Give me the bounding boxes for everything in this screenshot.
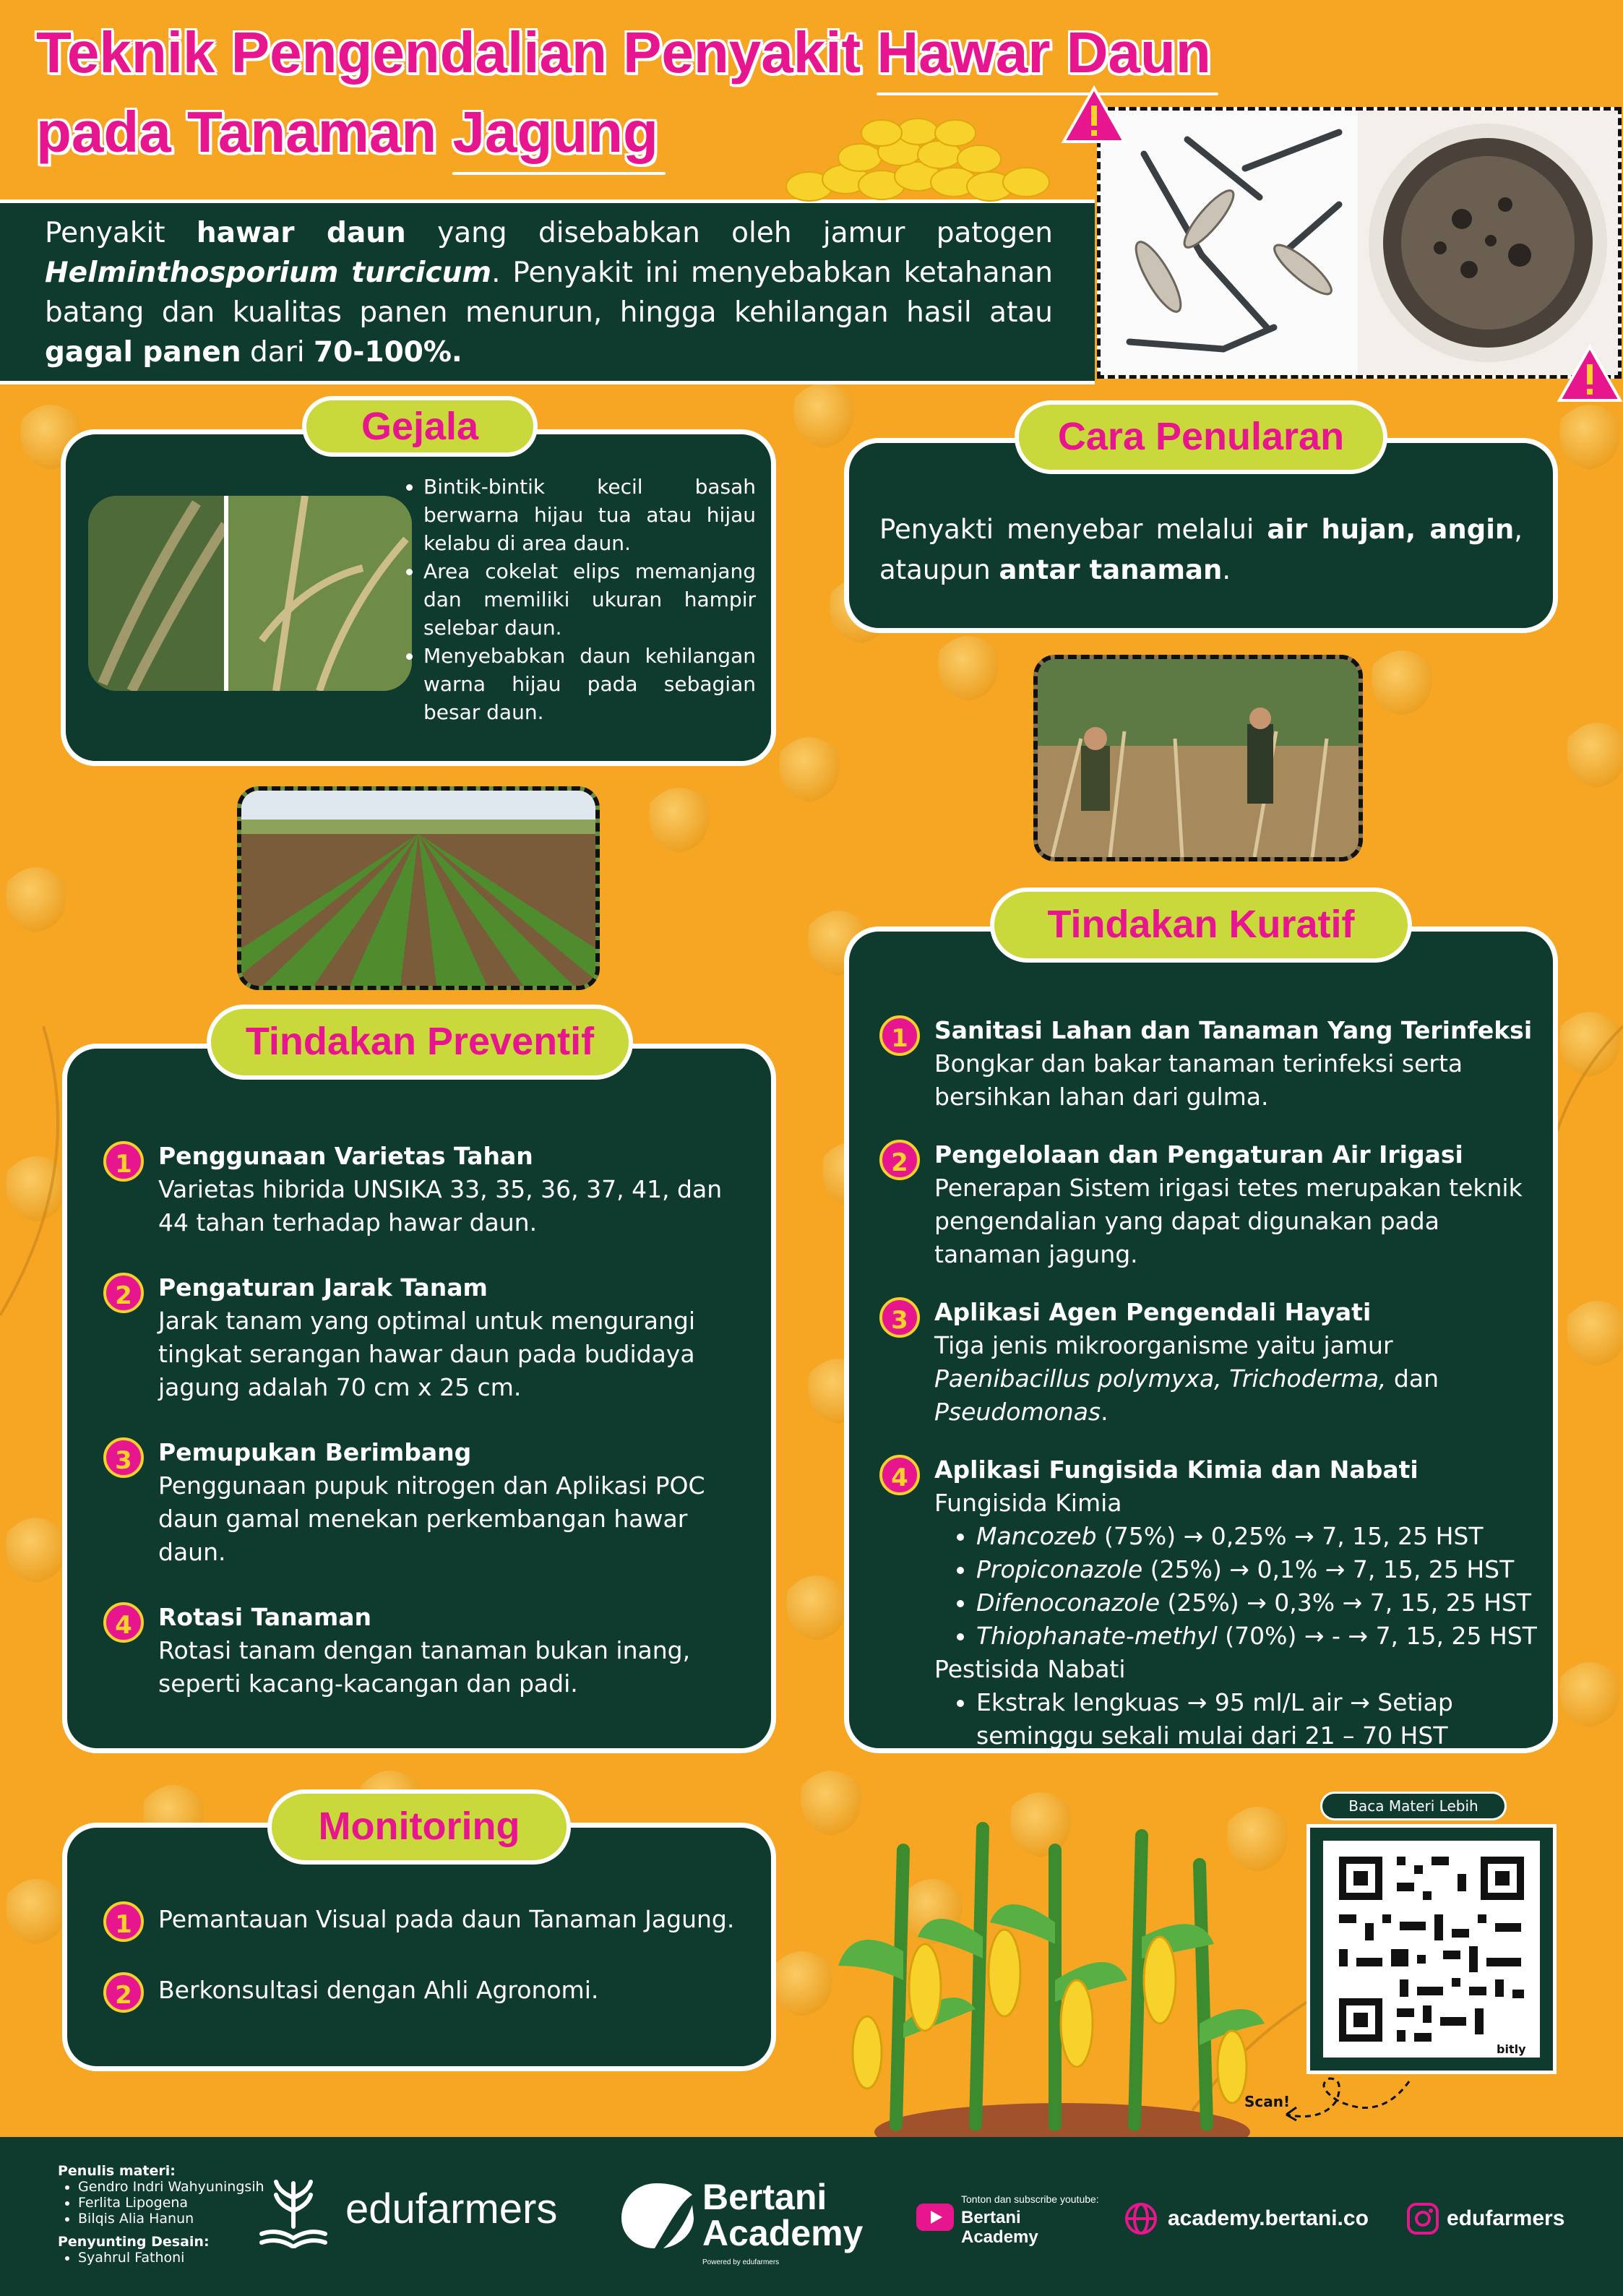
list-item: • Bintik-bintik kecil basah berwarna hijau tua atau hijau kelabu di area daun.	[423, 473, 756, 557]
preventif-list	[103, 1140, 739, 1700]
item-heading: Penggunaan Varietas Tahan	[158, 1142, 533, 1170]
scan-arrow-icon	[1272, 2071, 1416, 2129]
title-text: pada Tanaman	[36, 100, 453, 164]
kuratif-list	[879, 1014, 1544, 1753]
item-heading: Aplikasi Agen Pengendali Hayati	[934, 1298, 1372, 1326]
bertani-wordmark: Bertani Academy	[702, 2177, 864, 2253]
list-item: • Bilqis Alia Hanun	[78, 2211, 264, 2227]
number-badge: 1	[103, 1901, 144, 1942]
item-body: Penerapan Sistem irigasi tetes merupakan teknik pengendalian yang dapat digunakan pada tanaman jagung.	[934, 1174, 1523, 1268]
list-item: • Ferlita Lipogena	[78, 2195, 264, 2211]
number-badge: 2	[879, 1140, 920, 1180]
item-heading: Pengelolaan dan Pengaturan Air Irigasi	[934, 1140, 1463, 1169]
list-item	[103, 1436, 739, 1569]
item-heading: Rotasi Tanaman	[158, 1603, 372, 1631]
scan-label: Scan!	[1244, 2093, 1291, 2110]
preventif-title: Tindakan Preventif	[207, 1005, 633, 1080]
corn-field-photo	[237, 786, 600, 990]
list-item: • Difenoconazole (25%) → 0,3% → 7, 15, 25 HST	[976, 1586, 1544, 1620]
nabati-list	[934, 1686, 1544, 1753]
list-item	[879, 1453, 1544, 1753]
gejala-title: Gejala	[302, 396, 538, 457]
item-body: Berkonsultasi dengan Ahli Agronomi.	[158, 1976, 599, 2004]
title-line-1	[36, 13, 1265, 93]
intro-paragraph: Penyakit hawar daun yang disebabkan oleh jamur patogen Helminthosporium turcicum. Penyakit ini menyebabkan ketahanan batang dan kualitas panen menurun, hingga kehilangan hasil atau gagal panen dari 70-100%.	[45, 217, 1053, 369]
gejala-leaf-photo	[88, 496, 412, 691]
bertani-powered: Powered by edufarmers	[702, 2258, 780, 2266]
number-badge: 2	[103, 1273, 144, 1313]
number-badge: 4	[879, 1455, 920, 1495]
kimia-label: Fungisida Kimia	[934, 1489, 1122, 1517]
number-badge: 1	[103, 1141, 144, 1182]
list-item: • Syahrul Fathoni	[78, 2250, 264, 2266]
qr-code[interactable]	[1306, 1824, 1557, 2074]
intro-band	[0, 199, 1095, 384]
penulis-list	[58, 2179, 264, 2227]
list-item	[879, 1014, 1544, 1114]
nabati-label: Pestisida Nabati	[934, 1655, 1126, 1683]
item-heading: Aplikasi Fungisida Kimia dan Nabati	[934, 1456, 1418, 1484]
warning-icon	[1061, 85, 1127, 145]
list-item	[103, 1271, 739, 1404]
sanitation-photo	[1033, 655, 1363, 861]
list-item: • Menyebabkan daun kehilangan warna hijau pada sebagian besar daun.	[423, 642, 756, 726]
corn-plants-illustration	[838, 1807, 1265, 2139]
corn-field-image	[241, 791, 595, 986]
preventif-card	[62, 1044, 776, 1753]
list-item	[879, 1138, 1544, 1271]
penyunting-list	[58, 2250, 264, 2266]
kimia-list	[934, 1520, 1544, 1653]
youtube-caption: Tonton dan subscribe youtube:	[961, 2193, 1099, 2205]
edufarmers-wordmark: edufarmers	[345, 2185, 558, 2232]
number-badge: 4	[103, 1602, 144, 1643]
website-link[interactable]: academy.bertani.co	[1168, 2206, 1369, 2230]
instagram-icon	[1406, 2202, 1439, 2235]
item-heading: Pemupukan Berimbang	[158, 1438, 472, 1466]
kuratif-title: Tindakan Kuratif	[990, 887, 1412, 963]
item-body: Penggunaan pupuk nitrogen dan Aplikasi POC daun gamal menekan perkembangan hawar daun.	[158, 1471, 705, 1566]
pathogen-photos	[1097, 107, 1622, 379]
item-body: Tiga jenis mikroorganisme yaitu jamur Paenibacillus polymyxa, Trichoderma, dan Pseudomonas.	[934, 1331, 1439, 1426]
list-item: • Gendro Indri Wahyuningsih	[78, 2179, 264, 2195]
kuratif-card	[844, 926, 1558, 1753]
monitoring-list	[103, 1900, 739, 2010]
list-item	[103, 1140, 739, 1239]
fungus-microscope-image	[1101, 111, 1618, 375]
list-item: • Area cokelat elips memanjang dan memiliki ukuran hampir selebar daun.	[423, 557, 756, 642]
gejala-list	[402, 473, 756, 726]
list-item	[103, 1601, 739, 1700]
item-body: Jarak tanam yang optimal untuk mengurangi tingkat serangan hawar daun pada budidaya jagung adalah 70 cm x 25 cm.	[158, 1307, 695, 1401]
corn-kernels-illustration	[766, 107, 1055, 208]
penulis-label: Penulis materi:	[58, 2163, 176, 2179]
item-heading: Pengaturan Jarak Tanam	[158, 1273, 488, 1302]
youtube-channel[interactable]: Bertani Academy	[961, 2208, 1038, 2247]
item-body: Bongkar dan bakar tanaman terinfeksi serta bersihkan lahan dari gulma.	[934, 1049, 1463, 1111]
item-body: Pemantauan Visual pada daun Tanaman Jagung.	[158, 1905, 735, 1933]
monitoring-title: Monitoring	[267, 1789, 571, 1865]
item-body: Rotasi tanam dengan tanaman bukan inang, seperti kacang-kacangan dan padi.	[158, 1636, 691, 1698]
warning-icon	[1557, 344, 1623, 403]
item-heading: Sanitasi Lahan dan Tanaman Yang Terinfeksi	[934, 1016, 1533, 1044]
penularan-text: Penyakti menyebar melalui air hujan, angin, ataupun antar tanaman.	[879, 514, 1523, 585]
title-underlined-word: Jagung	[452, 93, 658, 172]
qr-label: Baca Materi Lebih	[1320, 1792, 1507, 1820]
list-item: • Mancozeb (75%) → 0,25% → 7, 15, 25 HST	[976, 1520, 1544, 1553]
list-item: • Ekstrak lengkuas → 95 ml/L air → Setiap seminggu sekali mulai dari 21 – 70 HST	[976, 1686, 1544, 1753]
item-body: Varietas hibrida UNSIKA 33, 35, 36, 37, 41, dan 44 tahan terhadap hawar daun.	[158, 1175, 723, 1237]
list-item: • Propiconazole (25%) → 0,1% → 7, 15, 25 HST	[976, 1553, 1544, 1586]
instagram-handle[interactable]: edufarmers	[1447, 2206, 1565, 2230]
number-badge: 3	[103, 1437, 144, 1478]
number-badge: 2	[103, 1972, 144, 2013]
globe-icon	[1124, 2202, 1158, 2235]
penyunting-label: Penyunting Desain:	[58, 2234, 210, 2250]
bertani-logo-icon	[619, 2180, 695, 2250]
footer	[0, 2137, 1623, 2296]
credits	[58, 2163, 264, 2266]
list-item	[103, 1971, 739, 2010]
number-badge: 3	[879, 1297, 920, 1338]
field-sanitation-image	[1038, 659, 1359, 857]
number-badge: 1	[879, 1015, 920, 1056]
title-text: Teknik Pengendalian Penyakit	[36, 20, 877, 85]
qr-code-image	[1310, 1828, 1553, 2071]
edufarmers-logo-icon	[257, 2176, 330, 2248]
list-item	[103, 1900, 739, 1939]
penularan-title: Cara Penularan	[1015, 400, 1387, 474]
list-item	[879, 1296, 1544, 1429]
title-underlined-word: Hawar Daun	[877, 13, 1210, 93]
bitly-mark: bitly	[1497, 2042, 1526, 2056]
list-item: • Thiophanate-methyl (70%) → - → 7, 15, 25 HST	[976, 1620, 1544, 1653]
youtube-icon[interactable]	[916, 2203, 954, 2231]
